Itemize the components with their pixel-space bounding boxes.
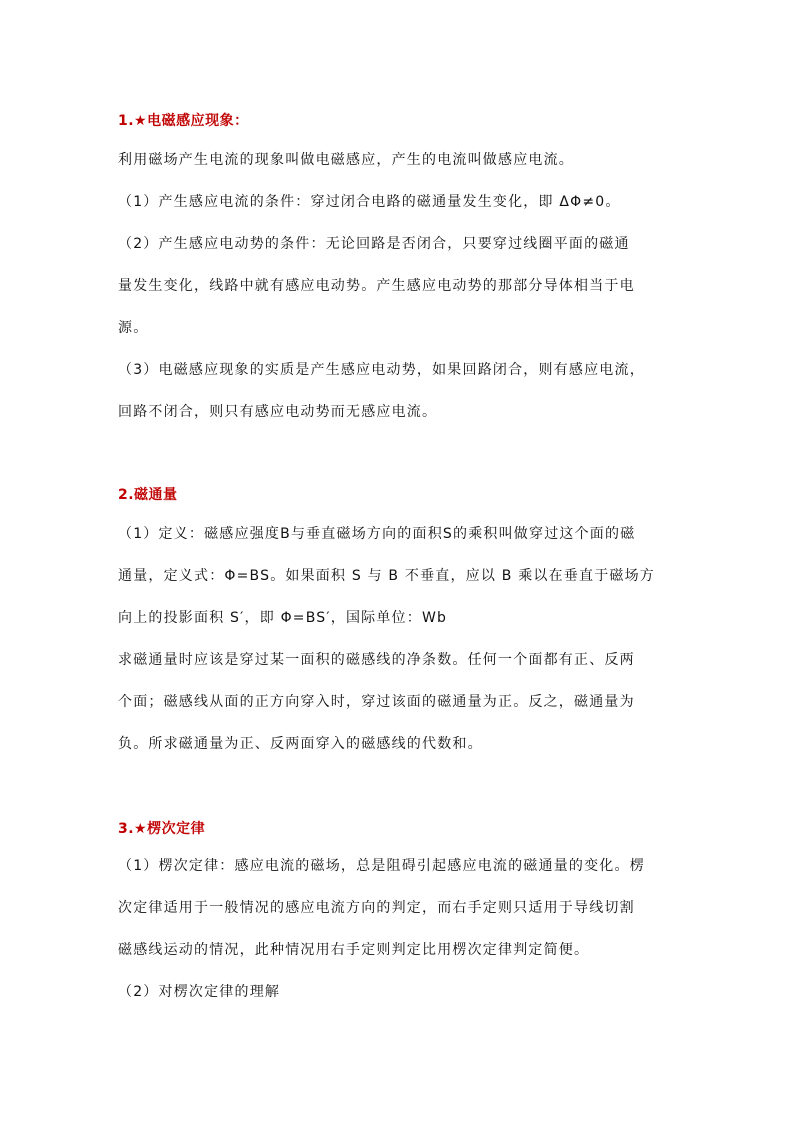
section-2-line-1: （1）定义：磁感应强度B与垂直磁场方向的面积S的乘积叫做穿过这个面的磁 — [118, 526, 636, 542]
section-2-heading: 2.磁通量 — [118, 487, 178, 503]
section-2-line-2: 通量，定义式：Φ=BS。如果面积 S 与 B 不垂直，应以 B 乘以在垂直于磁场方 — [118, 568, 655, 584]
section-3-line-1: （1）楞次定律：感应电流的磁场，总是阻碍引起感应电流的磁通量的变化。楞 — [118, 858, 645, 874]
section-1-line-1: 利用磁场产生电流的现象叫做电磁感应，产生的电流叫做感应电流。 — [118, 152, 574, 168]
section-3-line-2: 次定律适用于一般情况的感应电流方向的判定，而右手定则只适用于导线切割 — [118, 900, 635, 916]
section-1-line-3: （2）产生感应电动势的条件：无论回路是否闭合，只要穿过线圈平面的磁通 — [118, 236, 630, 252]
section-2-line-6: 负。所求磁通量为正、反两面穿入的磁感线的代数和。 — [118, 736, 483, 752]
section-1-line-5: 源。 — [118, 320, 149, 336]
section-1-heading: 1.★电磁感应现象： — [118, 113, 249, 129]
section-1-line-7: 回路不闭合，则只有感应电动势而无感应电流。 — [118, 404, 438, 420]
section-3-heading: 3.★楞次定律 — [118, 821, 206, 837]
section-1-line-2: （1）产生感应电流的条件：穿过闭合电路的磁通量发生变化，即 ΔΦ≠0。 — [118, 194, 621, 210]
section-1-line-4: 量发生变化，线路中就有感应电动势。产生感应电动势的那部分导体相当于电 — [118, 278, 635, 294]
section-3-line-4: （2）对楞次定律的理解 — [118, 984, 281, 1000]
section-1-line-6: （3）电磁感应现象的实质是产生感应电动势，如果回路闭合，则有感应电流， — [118, 362, 645, 378]
section-3-line-3: 磁感线运动的情况，此种情况用右手定则判定比用楞次定律判定简便。 — [118, 942, 590, 958]
section-2-line-5: 个面；磁感线从面的正方向穿入时，穿过该面的磁通量为正。反之，磁通量为 — [118, 694, 635, 710]
section-2-line-3: 向上的投影面积 S′，即 Φ=BS′，国际单位：Wb — [118, 610, 448, 626]
section-2-line-4: 求磁通量时应该是穿过某一面积的磁感线的净条数。任何一个面都有正、反两 — [118, 652, 635, 668]
